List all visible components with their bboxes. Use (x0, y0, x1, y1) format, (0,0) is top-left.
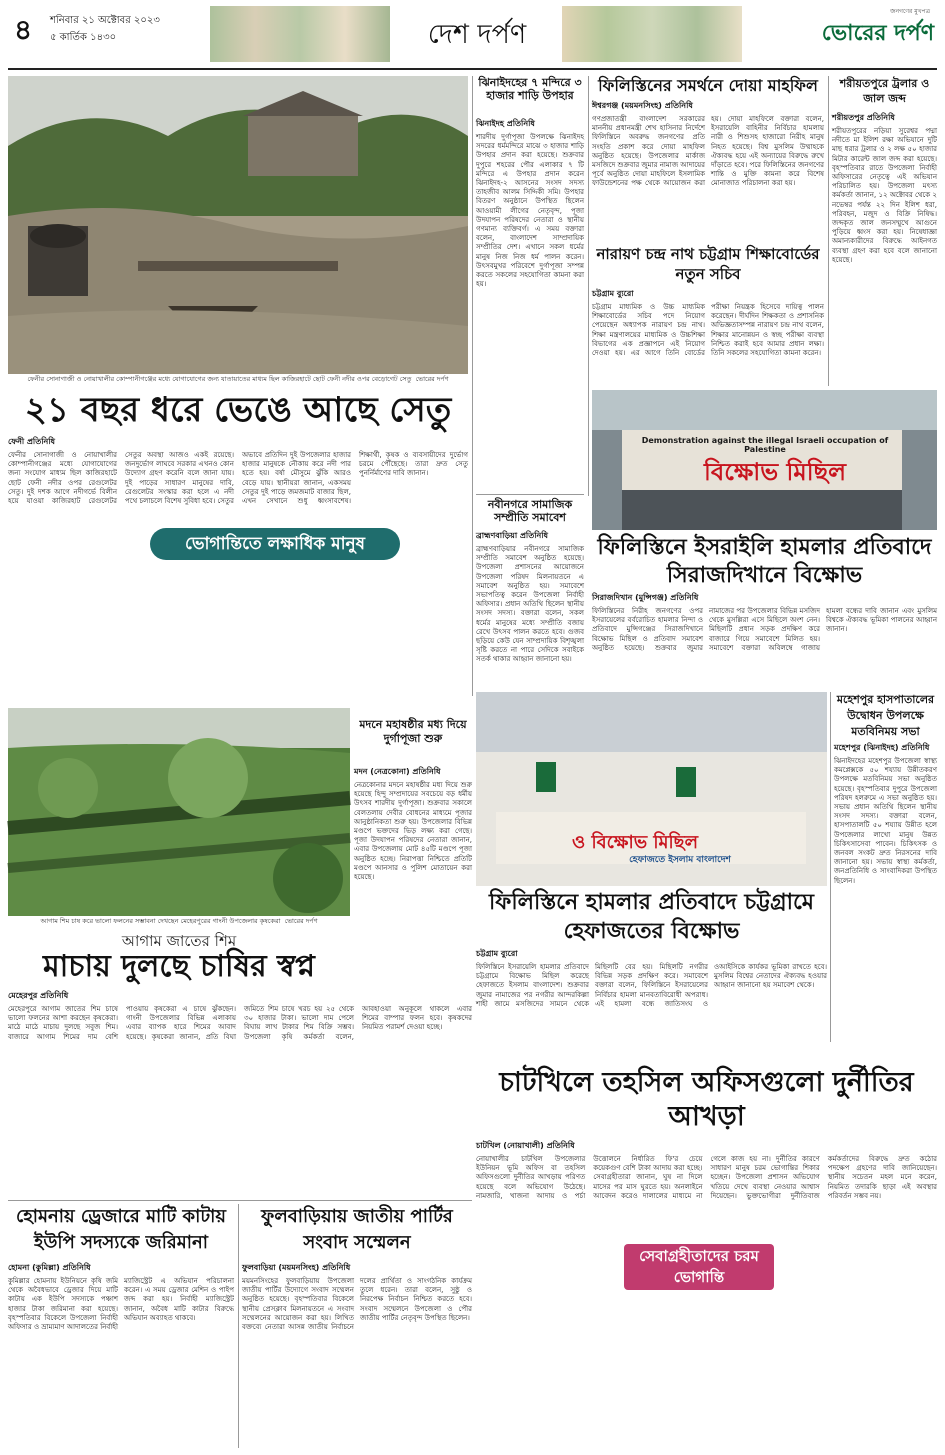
phulbaria-byline: ফুলবাড়িয়া (ময়মনসিংহ) প্রতিনিধি (242, 1263, 351, 1272)
protest-banner-text: বিক্ষোভ মিছিল (704, 458, 846, 486)
chatkhil-text: নোয়াখালীর চাটখিল উপজেলার ইউনিয়ন ভূমি অফিস বা তহসিল অফিসগুলো দুর্নীতির আখড়ায় পরিণত হয়েছে বলে অভিযোগ উঠেছে। নামজারি, খাজনা আদায় ও পর্চা উত্তোলনে নির্ধারিত ফি'র চেয়ে কয়েকগুণ বেশি টাকা আদায় করা হচ্ছে। সেবাগ্রহীতারা জানান, ঘুষ না দিলে মাসের পর মাস ঘুরতে হয়। অনলাইনে আবেদন করেও দালালের মাধ্যমে না গেলে কাজ হয় না। দুর্নীতির কারণে সাধারণ মানুষ চরম ভোগান্তির শিকার হচ্ছেন। উপজেলা প্রশাসন অভিযোগ খতিয়ে দেখে ব্যবস্থা নেওয়ার আশ্বাস দিয়েছেন। ভুক্তভোগীরা দুর্নীতিবাজ কর্মকর্তাদের বিরুদ্ধে দ্রুত কঠোর পদক্ষেপ গ্রহণের দাবি জানিয়েছেন। স্থানীয় সচেতন মহল মনে করেন, নিয়মিত তদারকি ছাড়া এই অবস্থার পরিবর্তন সম্ভব নয়। (476, 1155, 937, 1200)
chittagong-body (592, 288, 824, 386)
bean-headline: মাচায় দুলছে চাষির স্বপ্ন (42, 949, 316, 984)
durga-text: নেত্রকোনার মদনে মহাষষ্ঠীর মধ্য দিয়ে শুরু হয়েছে হিন্দু সম্প্রদায়ের সবচেয়ে বড় ধর্মীয় উৎসব শারদীয় দুর্গাপূজা। শুক্রবার সকালে বেলতলায় দেবীর বোধনের মাধ্যমে পূজার আনুষ্ঠানিকতা শুরু হয়। উপজেলার বিভিন্ন মণ্ডপে ভক্তদের ভিড় লক্ষ্য করা গেছে। পূজা উদযাপন পরিষদের নেতারা জানান, এবার উপজেলায় মোট ৪৫টি মণ্ডপে পূজা অনুষ্ঠিত হচ্ছে। নিরাপত্তা নিশ্চিতে প্রতিটি মণ্ডপে আনসার ও পুলিশ মোতায়েন করা হয়েছে। (354, 781, 472, 882)
nabinagar-text: ব্রাহ্মণবাড়িয়ার নবীনগরে সামাজিক সম্প্রীতি সমাবেশ অনুষ্ঠিত হয়েছে। উপজেলা প্রশাসনের আয়োজনে উপজেলা পরিষদ মিলনায়তনে এ সমাবেশ অনুষ্ঠিত হয়। সমাবেশে সভাপতিত্ব করেন উপজেলা নির্বাহী অফিসার। প্রধান অতিথি ছিলেন স্থানীয় সংসদ সদস্য। বক্তারা বলেন, সকল ধর্মের মানুষের মধ্যে সম্প্রীতি বজায় রেখে উৎসব পালন করতে হবে। গুজব ছড়িয়ে কেউ যেন সাম্প্রদায়িক বিশৃঙ্খলা সৃষ্টি করতে না পারে সেদিকে সবাইকে সতর্ক থাকার আহ্বান জানানো হয়। (476, 545, 584, 664)
maheshpur-text: ঝিনাইদহের মহেশপুর উপজেলা স্বাস্থ্য কমপ্লেক্সকে ৫০ শয্যায় উন্নীতকরণ উপলক্ষে মতবিনিময় সভা অনুষ্ঠিত হয়েছে। বৃহস্পতিবার দুপুরে উপজেলা পরিষদ হলরুমে এ সভা অনুষ্ঠিত হয়। সভায় প্রধান অতিথি ছিলেন স্থানীয় সংসদ সদস্য। বক্তারা বলেন, হাসপাতালটি ৫০ শয্যায় উন্নীত হলে উপজেলার লাখো মানুষ উন্নত চিকিৎসাসেবা পাবেন। চিকিৎসক ও জনবল সংকট দ্রুত নিরসনের দাবি জানানো হয়। সভায় স্বাস্থ্য কর্মকর্তা, জনপ্রতিনিধি ও সাংবাদিকরা উপস্থিত ছিলেন। (834, 757, 937, 885)
homna-body (8, 1262, 234, 1448)
bean-photo (8, 708, 350, 916)
trawler-body (832, 112, 937, 382)
bridge-headline: ২১ বছর ধরে ভেঙে আছে সেতু (24, 390, 452, 430)
hefazat-text: ফিলিস্তিনে ইসরায়েলি হামলার প্রতিবাদে চট্টগ্রামে বিক্ষোভ মিছিল করেছে হেফাজতে ইসলাম বাংলাদেশ। শুক্রবার জুমার নামাজের পর নগরীর আন্দরকিল্লা শাহী জামে মসজিদের সামনে থেকে মিছিলটি বের হয়। মিছিলটি নগরীর বিভিন্ন সড়ক প্রদক্ষিণ করে। সমাবেশে বক্তারা বলেন, ফিলিস্তিনে ইসরায়েলের নির্বিচার হামলা মানবতাবিরোধী অপরাধ। এই হামলা বন্ধে জাতিসংঘ ও ওআইসিকে কার্যকর ভূমিকা রাখতে হবে। মুসলিম বিশ্বের নেতাদের ঐক্যবদ্ধ হওয়ার আহ্বান জানানো হয় সমাবেশ থেকে। (476, 963, 827, 1008)
rule-col3 (588, 76, 589, 496)
bean-byline: মেহেরপুর প্রতিনিধি (8, 991, 69, 1000)
doa-byline: ঈশ্বরগঞ্জ (ময়মনসিংহ) প্রতিনিধি (592, 101, 693, 110)
chatkhil-pill: সেবাগ্রহীতাদের চরম ভোগান্তি (624, 1244, 774, 1290)
homna-byline: হোমনা (কুমিল্লা) প্রতিনিধি (8, 1263, 91, 1272)
trawler-headline: শরীয়তপুরে ট্রলার ও জাল জব্দ (839, 77, 930, 105)
doa-text: গণপ্রজাতন্ত্রী বাংলাদেশ সরকারের মাননীয় প্রধানমন্ত্রী শেখ হাসিনার নির্দেশে ফিলিস্তিনে অবরুদ্ধ জনগণের প্রতি সংহতি প্রকাশ করে দোয়া মাহফিল অনুষ্ঠিত হয়েছে। উপজেলার মার্কাজ মসজিদে শুক্রবার জুমার নামাজ আদায়ের পূর্বে অনুষ্ঠিত দোয়া মাহফিলে ইসলামিক ফাউন্ডেশনের পক্ষ থেকে আয়োজন করা হয়। দোয়া মাহফিলে বক্তারা বলেন, ইসরায়েলি বাহিনীর নির্বিচার হামলায় নারী ও শিশুসহ হাজারো নিরীহ মানুষ নিহত হয়েছে। বিশ্ব মুসলিম উম্মাহকে ঐক্যবদ্ধ হয়ে এই অন্যায়ের বিরুদ্ধে রুখে দাঁড়াতে হবে। পরে ফিলিস্তিনের জনগণের শান্তি ও মুক্তি কামনা করে বিশেষ মোনাজাত পরিচালনা করা হয়। (592, 115, 824, 188)
header-rule (8, 68, 937, 70)
homna-text: কুমিল্লার হোমনায় ইউনিয়নে কৃষি জমি থেকে অবৈধভাবে ড্রেজার দিয়ে মাটি কাটায় এক ইউপি সদস্যকে পঞ্চাশ হাজার টাকা জরিমানা করা হয়েছে। বৃহস্পতিবার বিকেলে উপজেলা নির্বাহী অফিসার ও ভ্রাম্যমাণ আদালতের নির্বাহী ম্যাজিস্ট্রেট এ অভিযান পরিচালনা করেন। এ সময় ড্রেজার মেশিন ও পাইপ জব্দ করা হয়। নির্বাহী ম্যাজিস্ট্রেট জানান, অবৈধ মাটি কাটার বিরুদ্ধে অভিযান অব্যাহত থাকবে। (8, 1277, 234, 1332)
bridge-photo-caption (8, 375, 468, 385)
trawler-byline: শরীয়তপুর প্রতিনিধি (832, 113, 895, 122)
header-date-bn: ৫ কার্তিক ১৪৩০ (50, 32, 117, 43)
bridge-caption-credit: ভোরের দর্পণ (415, 375, 449, 383)
bridge-byline: ফেনী প্রতিনিধি (8, 437, 56, 446)
phulbaria-headline: ফুলবাড়িয়ায় জাতীয় পার্টির সংবাদ সম্মেলন (261, 1206, 453, 1253)
phulbaria-text: ময়মনসিংহের ফুলবাড়িয়ায় উপজেলা জাতীয় পার্টির উদ্যোগে সংবাদ সম্মেলন অনুষ্ঠিত হয়েছে। বৃহস্পতিবার বিকেলে স্থানীয় প্রেসক্লাব মিলনায়তনে এ সংবাদ সম্মেলনের আয়োজন করা হয়। লিখিত বক্তব্যে নেতারা আসন্ন জাতীয় নির্বাচনে দলের প্রার্থিতা ও সাংগঠনিক কার্যক্রম তুলে ধরেন। তারা বলেন, সুষ্ঠু ও নিরপেক্ষ নির্বাচন নিশ্চিত করতে হবে। সংবাদ সম্মেলনে উপজেলা ও পৌর জাতীয় পার্টির নেতৃবৃন্দ উপস্থিত ছিলেন। (242, 1277, 472, 1332)
maheshpur-byline: মহেশপুর (ঝিনাইদহ) প্রতিনিধি (834, 743, 930, 752)
bean-photo-caption (8, 917, 350, 927)
rule-saree-bottom (476, 494, 584, 495)
hefazat-banner-left: হেফাজতে ইসলাম বাংলাদেশ (629, 855, 731, 865)
sirajdikhan-body (592, 592, 937, 688)
nabinagar-byline: ব্রাহ্মণবাড়িয়া প্রতিনিধি (476, 531, 549, 540)
hefazat-banner-main: ও বিক্ষোভ মিছিল (571, 832, 698, 853)
section-title: দেশ দর্পণ (427, 19, 527, 50)
saree-body (476, 118, 584, 490)
hefazat-headline: ফিলিস্তিনে হামলার প্রতিবাদে চট্টগ্রামে হেফাজতের বিক্ষোভ (488, 890, 815, 944)
homna-headline: হোমনায় ড্রেজারে মাটি কাটায় ইউপি সদস্যকে জরিমানা (16, 1206, 226, 1253)
header-photo-strip-left (210, 6, 390, 62)
bridge-pill: ভোগান্তিতে লক্ষাধিক মানুষ (150, 528, 400, 560)
rule-col2 (472, 76, 473, 696)
saree-text: শারদীয় দুর্গাপূজা উপলক্ষে ঝিনাইদহ সদরের ধর্মমন্দিরে মাঝে ৩ হাজার শাড়ি উপহার প্রদান করা হয়েছে। শুক্রবার দুপুরে শহরের পৌর এলাকার ৭ টি মন্দিরে এ উপহার প্রদান করেন ঝিনাইদহ-২ আসনের সংসদ সদস্য তাহজীব আলম সিদ্দিকী সমি। উপহার বিতরণ অনুষ্ঠানে উপস্থিত ছিলেন আওয়ামী লীগের নেতৃবৃন্দ, পূজা উদযাপন পরিষদের নেতারা ও স্থানীয় গণমান্য ব্যক্তিবর্গ। এ সময় বক্তারা বলেন, বাংলাদেশ সাম্প্রদায়িক সম্প্রীতির দেশ। এখানে সকল ধর্মের মানুষ নিজ নিজ ধর্ম পালন করেন। উৎসবমুখর পরিবেশে দুর্গাপূজা সম্পন্ন করতে সকলের সহযোগিতা কামনা করা হয়। (476, 133, 584, 289)
chatkhil-byline: চাটখিল (নোয়াখালী) প্রতিনিধি (476, 1141, 575, 1150)
page-header (0, 0, 945, 78)
bridge-text: ফেনীর সোনাগাজী ও নোয়াখালীর কোম্পানীগঞ্জের মধ্যে যোগাযোগের জন্য সংযোগ মাধ্যম ছিল কাজিরহাটে ছোট ফেনী নদীর ওপর রেগুলেটর সেতু। দুই দশক আগে নদীগর্ভে বিলীন হয়ে যাওয়া কাজিরহাট রেগুলেটর সেতুর অবস্থা আজও একই রয়েছে। জনদুর্ভোগ লাঘবে সরকার এখনও কোন উদ্যোগ গ্রহণ করেনি বলে জানা যায়। দুই পাড়ের সাধারণ মানুষের দাবি, রেগুলেটর সংস্কার করা হলে এ নদী পথে চলাচলে বিশেষ সুবিধা হবে। সেতুর অভাবে প্রতিদিন দুই উপজেলার হাজার হাজার মানুষকে নৌকায় করে নদী পার হতে হয়। বর্ষা মৌসুমে ঝুঁকি আরও বেড়ে যায়। স্থানীয়রা জানান, একসময় সেতুর দুই পাড়ে জমজমাট বাজার ছিল, এখন সেখানে শুধু ধ্বংসাবশেষ। শিক্ষার্থী, কৃষক ও ব্যবসায়ীদের দুর্ভোগ চরমে পৌঁছেছে। তারা দ্রুত সেতু পুনর্নির্মাণের দাবি জানান। (8, 451, 468, 506)
bridge-body (8, 436, 468, 726)
chatkhil-headline: চাটখিলে তহসিল অফিসগুলো দুর্নীতির আখড়া (499, 1067, 914, 1132)
page-number: ৪ (14, 13, 33, 46)
masthead-small: জনগণের মুখপত্র (890, 8, 930, 15)
masthead-logo: ভোরের দর্পণ (821, 21, 934, 46)
hefazat-byline: চট্টগ্রাম ব্যুরো (476, 949, 518, 958)
sirajdikhan-byline: সিরাজদিখান (মুন্সিগঞ্জ) প্রতিনিধি (592, 593, 699, 602)
doa-body (592, 100, 824, 240)
header-photo-strip-right (562, 6, 742, 62)
durga-byline: মদন (নেত্রকোনা) প্রতিনিধি (354, 767, 441, 776)
nabinagar-headline: নবীনগরে সামাজিক সম্প্রীতি সমাবেশ (487, 498, 573, 524)
chatkhil-body (476, 1140, 937, 1448)
rule-homna-phulbaria (238, 1204, 239, 1448)
bean-text: মেহেরপুরে আগাম জাতের শিম চাষে ভালো ফলনের আশা করছেন কৃষকেরা। মাঠে মাঠে মাচায় দুলছে সবুজ শিম। বাজারে আগাম শিমের দাম বেশি পাওয়ায় কৃষকেরা এ চাষে ঝুঁকছেন। গাংনী উপজেলার বিভিন্ন এলাকায় এবার ব্যাপক হারে শিমের আবাদ হয়েছে। কৃষকেরা জানান, প্রতি বিঘা জমিতে শিম চাষে খরচ হয় ২৫ থেকে ৩০ হাজার টাকা। ভালো দাম পেলে বিঘায় লাখ টাকার শিম বিক্রি সম্ভব। উপজেলা কৃষি কর্মকর্তা বলেন, আবহাওয়া অনুকূলে থাকলে এবার শিমের বাম্পার ফলন হবে। কৃষকদের নিয়মিত পরামর্শ দেওয়া হচ্ছে। (8, 1005, 472, 1041)
chittagong-headline: নারায়ণ চন্দ্র নাথ চট্টগ্রাম শিক্ষাবোর্ডের নতুন সচিব (596, 245, 820, 283)
bridge-caption-text: ফেনীর সোনাগাজী ও নোয়াখালীর কোম্পানীগঞ্জের মধ্যে যোগাযোগের জন্য যাতায়াতের মাধ্যম ছিল কাজিরহাটে ছোট ফেনী নদীর ওপর বেড়োগেট সেতু (27, 375, 412, 383)
bean-caption-text: আগাম শিম চাষ করে ভালো ফলনের সম্ভাবনা দেখছেন মেহেরপুরের গাংনী উপজেলার কৃষকেরা (40, 917, 281, 925)
rule-maheshpur (830, 692, 831, 1042)
phulbaria-body (242, 1262, 472, 1448)
saree-headline: ঝিনাইদহের ৭ মন্দিরে ৩ হাজার শাড়ি উপহার (478, 76, 582, 102)
chittagong-byline: চট্টগ্রাম ব্যুরো (592, 289, 634, 298)
chittagong-text: চট্টগ্রাম মাধ্যমিক ও উচ্চ মাধ্যমিক শিক্ষাবোর্ডের সচিব পদে নিয়োগ পেয়েছেন অধ্যাপক নারায়ণ চন্দ্র নাথ। শিক্ষা মন্ত্রণালয়ের মাধ্যমিক ও উচ্চশিক্ষা বিভাগের এক প্রজ্ঞাপনে এই নিয়োগ দেওয়া হয়। এর আগে তিনি বোর্ডের পরীক্ষা নিয়ন্ত্রক হিসেবে দায়িত্ব পালন করেছেন। দীর্ঘদিন শিক্ষকতা ও প্রশাসনিক অভিজ্ঞতাসম্পন্ন নারায়ণ চন্দ্র নাথ বলেন, শিক্ষার মানোন্নয়ন ও স্বচ্ছ পরীক্ষা ব্যবস্থা নিশ্চিত করাই হবে আমার প্রধান লক্ষ্য। তিনি সকলের সহযোগিতা কামনা করেন। (592, 303, 824, 358)
bean-kicker: আগাম জাতের শিম (121, 932, 237, 950)
maheshpur-headline: মহেশপুর হাসপাতালের উদ্বোধন উপলক্ষে মতবিনিময় সভা (836, 693, 935, 738)
saree-byline: ঝিনাইদহ প্রতিনিধি (476, 119, 535, 128)
durga-headline: মদনে মহাষষ্ঠীর মধ্য দিয়ে দুর্গাপূজা শুরু (359, 718, 467, 745)
sirajdikhan-text: ফিলিস্তিনের নিরীহ জনগণের ওপর ইসরায়েলের বর্বরোচিত হামলার নিন্দা ও প্রতিবাদে মুন্সিগঞ্জের সিরাজদিখানে বিক্ষোভ মিছিল ও প্রতিবাদ সমাবেশ অনুষ্ঠিত হয়েছে। শুক্রবার জুমার নামাজের পর উপজেলার বিভিন্ন মসজিদ থেকে মুসল্লিরা এসে মিছিলে অংশ নেন। মিছিলটি প্রধান সড়ক প্রদক্ষিণ করে বাজারে গিয়ে সমাবেশে মিলিত হয়। সমাবেশে বক্তারা অবিলম্বে গাজায় হামলা বন্ধের দাবি জানান এবং মুসলিম বিশ্বকে ঐক্যবদ্ধ ভূমিকা পালনের আহ্বান জানান। (592, 607, 937, 652)
durga-body (354, 766, 472, 942)
rule-bottom-left (8, 1200, 472, 1201)
bean-body (8, 990, 472, 1196)
maheshpur-body (834, 742, 937, 1042)
hefazat-body (476, 948, 827, 1060)
sirajdikhan-headline: ফিলিস্তিনে ইসরাইলি হামলার প্রতিবাদে সিরাজদিখানে বিক্ষোভ (597, 535, 932, 588)
rule-col4 (828, 76, 829, 386)
trawler-text: শরীয়তপুরের নড়িয়া সুরেশ্বর পদ্মা নদীতে মা ইলিশ রক্ষা অভিযানে দুটি মাছ ধরার ট্রলার ও ২ লক্ষ ৫০ হাজার মিটার কারেন্ট জাল জব্দ করা হয়েছে। বৃহস্পতিবার রাতে উপজেলা নির্বাহী অফিসারের নেতৃত্বে এই অভিযান পরিচালিত হয়। উপজেলা মৎস্য কর্মকর্তা জানান, ১২ অক্টোবর থেকে ২ নভেম্বর পর্যন্ত ২২ দিন ইলিশ ধরা, পরিবহন, মজুদ ও বিক্রি নিষিদ্ধ। জব্দকৃত জাল জনসম্মুখে আগুনে পুড়িয়ে ধ্বংস করা হয়। নিষেধাজ্ঞা অমান্যকারীদের বিরুদ্ধে আইনগত ব্যবস্থা গ্রহণ করা হবে বলে জানানো হয়েছে। (832, 127, 937, 264)
doa-headline: ফিলিস্তিনের সমর্থনে দোয়া মাহফিল (598, 76, 818, 95)
bean-caption-credit: ভোরের দর্পণ (284, 917, 318, 925)
bridge-photo (8, 76, 468, 374)
protest-sign-text: Demonstration against the illegal Israeli occupation of Palestine (641, 436, 889, 454)
header-date: শনিবার ২১ অক্টোবর ২০২৩ (50, 15, 160, 26)
